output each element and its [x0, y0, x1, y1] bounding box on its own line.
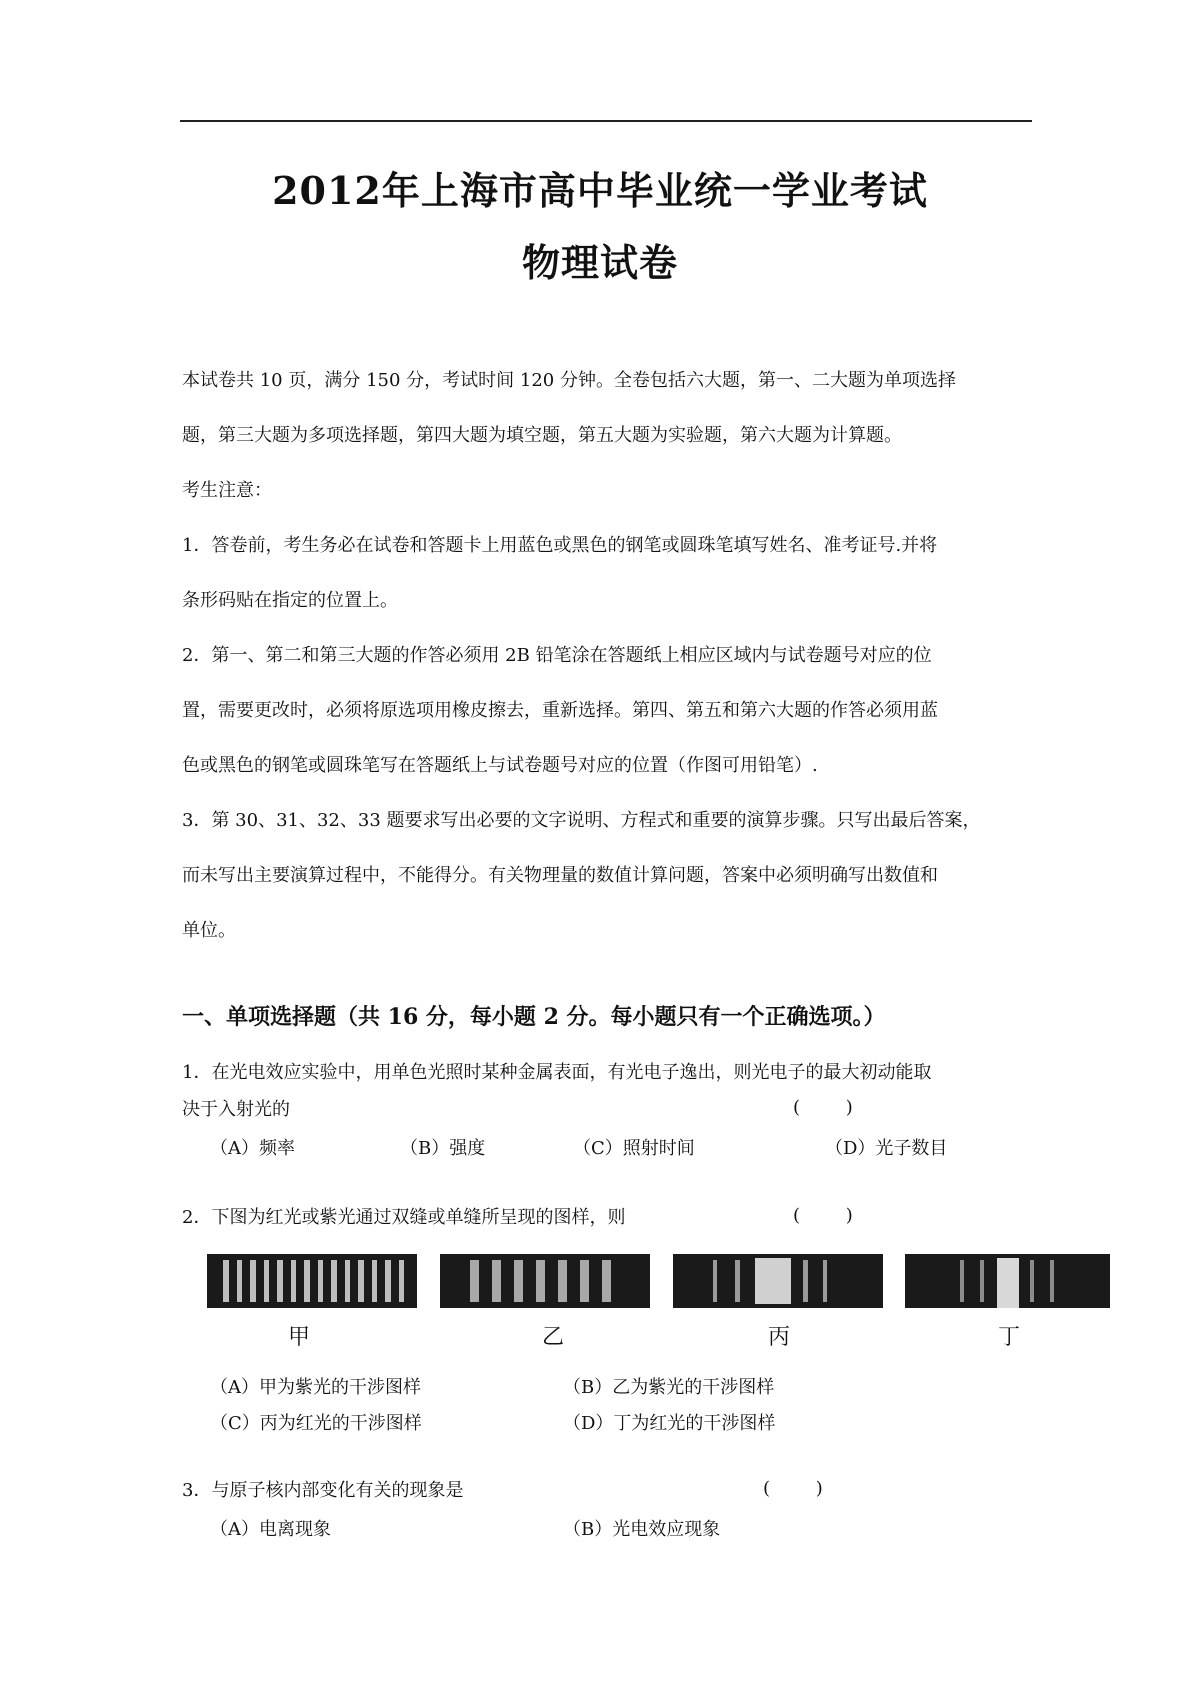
intro-line: 本试卷共 10 页，满分 150 分，考试时间 120 分钟。全卷包括六大题，第一、二大题为单项选择 — [182, 370, 956, 391]
option-d: （D）光子数目 — [825, 1138, 948, 1159]
option-c: （C）照射时间 — [573, 1138, 695, 1159]
notice-2-cont: 置，需要更改时，必须将原选项用橡皮擦去，重新选择。第四、第五和第六大题的作答必须用蓝 — [182, 700, 938, 721]
figure-label-yi: 乙 — [542, 1325, 565, 1350]
figure-label-jia: 甲 — [288, 1325, 311, 1350]
notice-3: 3．第 30、31、32、33 题要求写出必要的文字说明、方程式和重要的演算步骤。只写出最后答案， — [182, 810, 981, 831]
option-c: （C）丙为红光的干涉图样 — [210, 1413, 422, 1434]
option-a: （A）频率 — [210, 1138, 295, 1159]
fringe-pattern-yi — [440, 1254, 650, 1308]
option-b: （B）乙为紫光的干涉图样 — [563, 1377, 775, 1398]
notice-2-cont: 色或黑色的钢笔或圆珠笔写在答题纸上与试卷题号对应的位置（作图可用铅笔）. — [182, 755, 818, 776]
intro-line: 题，第三大题为多项选择题，第四大题为填空题，第五大题为实验题，第六大题为计算题。 — [182, 425, 902, 446]
section-heading: 一、单项选择题（共 16 分，每小题 2 分。每小题只有一个正确选项。） — [182, 1004, 886, 1030]
question-2: 2．下图为红光或紫光通过双缝或单缝所呈现的图样，则 — [182, 1207, 626, 1228]
notice-1: 1．答卷前，考生务必在试卷和答题卡上用蓝色或黑色的钢笔或圆珠笔填写姓名、准考证号.并将 — [182, 535, 938, 556]
page-subtitle: 物理试卷 — [521, 240, 678, 285]
answer-parens: ( ) — [793, 1205, 853, 1226]
fringe-pattern-jia — [207, 1254, 417, 1308]
notice-3-cont: 而未写出主要演算过程中，不能得分。有关物理量的数值计算问题，答案中必须明确写出数值和 — [182, 865, 938, 886]
page-title: 2012年上海市高中毕业统一学业考试 — [272, 168, 928, 213]
option-d: （D）丁为红光的干涉图样 — [563, 1413, 776, 1434]
option-b: （B）光电效应现象 — [563, 1519, 721, 1540]
top-rule — [180, 120, 1032, 122]
notice-3-cont: 单位。 — [182, 920, 236, 941]
answer-parens: ( ) — [793, 1097, 853, 1118]
answer-parens: ( ) — [763, 1478, 823, 1499]
option-a: （A）电离现象 — [210, 1519, 331, 1540]
figure-label-ding: 丁 — [998, 1325, 1021, 1350]
notice-label: 考生注意： — [182, 480, 272, 501]
question-1: 1．在光电效应实验中，用单色光照时某种金属表面，有光电子逸出，则光电子的最大初动能取 — [182, 1062, 932, 1083]
question-1-cont: 决于入射光的 — [182, 1099, 290, 1120]
notice-1-cont: 条形码贴在指定的位置上。 — [182, 590, 398, 611]
fringe-pattern-bing — [673, 1254, 883, 1308]
option-b: （B）强度 — [400, 1138, 486, 1159]
option-a: （A）甲为紫光的干涉图样 — [210, 1377, 421, 1398]
figure-label-bing: 丙 — [768, 1325, 791, 1350]
fringe-pattern-ding — [905, 1254, 1110, 1308]
question-3: 3．与原子核内部变化有关的现象是 — [182, 1480, 464, 1501]
notice-2: 2．第一、第二和第三大题的作答必须用 2B 铅笔涂在答题纸上相应区域内与试卷题号对应的位 — [182, 645, 932, 666]
